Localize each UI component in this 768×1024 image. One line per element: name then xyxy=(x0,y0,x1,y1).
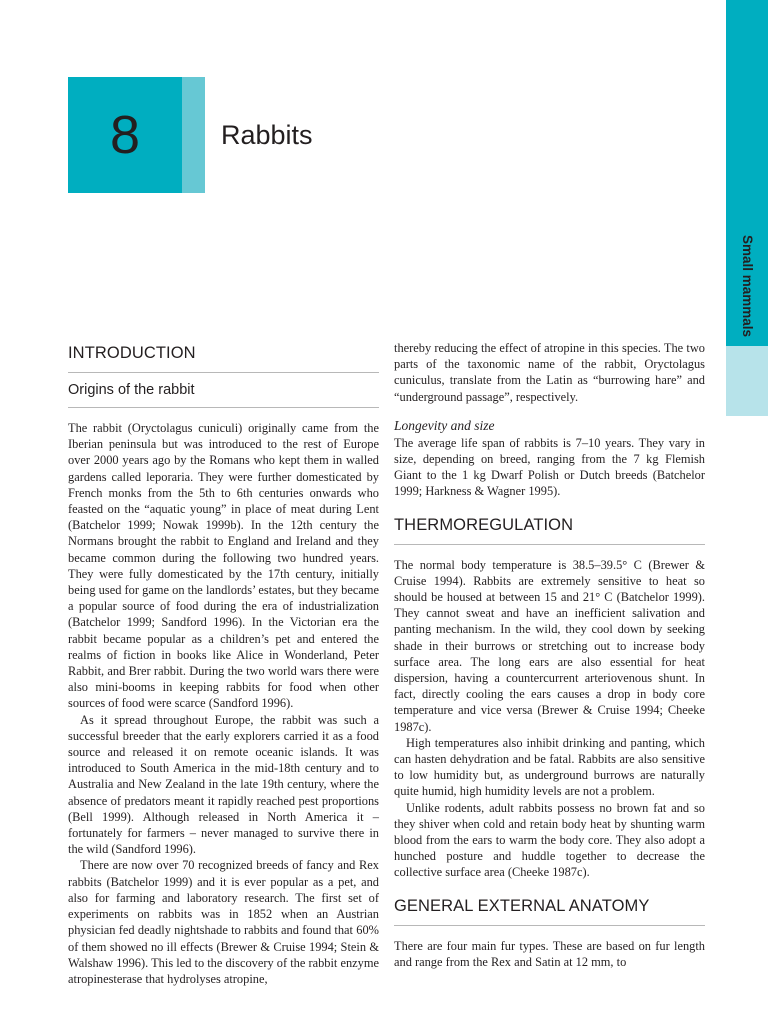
paragraph: High temperatures also inhibit drinking and panting, which can hasten dehydration and be fatal. Rabbits are also sensitive to low humidity but, as underground burrows are naturally quite humid, high humidity levels are not a problem. xyxy=(394,735,705,799)
chapter-number: 8 xyxy=(109,105,141,165)
left-column xyxy=(68,340,379,987)
section-heading-anatomy: GENERAL EXTERNAL ANATOMY xyxy=(394,893,705,926)
paragraph: There are four main fur types. These are based on fur length and range from the Rex and Satin at 12 mm, to xyxy=(394,938,705,969)
paragraph: The average life span of rabbits is 7–10 years. They vary in size, depending on breed, ranging from the 7 kg Flemish Giant to the 1 kg Dwarf Polish or Dutch breeds (Batchelor 1999; Harkness & Wagner 1995). xyxy=(394,435,705,499)
side-tab-light xyxy=(726,346,768,416)
paragraph: Unlike rodents, adult rabbits possess no brown fat and so they shiver when cold and retain body heat by shunting warm blood from the ears to warm the body core. They also adopt a hunched posture and huddle together to decrease the collective surface area (Cheeke 1987c). xyxy=(394,800,705,880)
subheading-longevity: Longevity and size xyxy=(394,417,495,433)
side-tab-label: Small mammals xyxy=(740,234,755,338)
subheading-origins: Origins of the rabbit xyxy=(68,379,379,408)
chapter-accent-strip xyxy=(182,77,205,193)
section-heading-thermoregulation: THERMOREGULATION xyxy=(394,512,705,545)
chapter-title: Rabbits xyxy=(221,120,313,150)
paragraph-continuation: thereby reducing the effect of atropine in this species. The two parts of the taxonomic name of the rabbit, Oryctolagus cuniculus, translate from the Latin as “burrowing hare” and “underground passage”, respectively. xyxy=(394,341,705,404)
paragraph: As it spread throughout Europe, the rabbit was such a successful breeder that the early explorers carried it as a food source and released it on remote oceanic islands. It was introduced to South America in the mid-18th century and to Australia and New Zealand in the late 19th century, where the absence of predators meant it rapidly reached pest proportions (Bell 1999). Although released in North America it – fortunately for farmers – never managed to survive there in the wild (Sandford 1996). xyxy=(68,712,379,857)
paragraph: The normal body temperature is 38.5–39.5° C (Brewer & Cruise 1994). Rabbits are extremely sensitive to heat so should be housed at between 15 and 21° C (Batchelor 1999). They cannot sweat and have an inefficient salivation and panting mechanism. In the wild, they cool down by seeking shade in their burrows or stretching out to increase body surface area. The long ears are also essential for heat dispersion, having a countercurrent arteriovenous shunt. In fact, directly cooling the ears causes a drop in body core temperature and vice versa (Brewer & Cruise 1994; Cheeke 1987c). xyxy=(394,557,705,734)
paragraph: There are now over 70 recognized breeds of fancy and Rex rabbits (Batchelor 1999) and it is ever popular as a pet, and also for farming and laboratory research. The first set of experiments on rabbits was in 1852 when an Austrian physician fed deadly nightshade to rabbits and found that 60% of them showed no ill effects (Brewer & Cruise 1994; Stein & Walshaw 1996). This led to the discovery of the rabbit enzyme atropinesterase that hydrolyses atropine, xyxy=(68,858,379,986)
section-heading-introduction: INTRODUCTION xyxy=(68,340,379,373)
right-column xyxy=(394,340,705,970)
paragraph: The rabbit (Oryctolagus cuniculi) originally came from the Iberian peninsula but was introduced to the rest of Europe over 2000 years ago by the Romans who kept them in walled gardens called leporaria. They were further domesticated by French monks from the 5th to 6th centuries onwards who feasted on the “aquatic young” in place of meat during Lent (Batchelor 1999; Nowak 1999b). In the 12th century the Normans brought the rabbit to England and Ireland and they became common during the following two hundred years. They were fully domesticated by the 17th century, initially being used for game on the landlords’ estates, but they became a popular source of food during the era of industrialization (Batchelor 1999; Sandford 1996). In the Victorian era the rabbit became popular as a children’s pet and entered the realms of fiction in books like Alice in Wonderland, Peter Rabbit, and Brer rabbit. During the two world wars there were also mini-booms in keeping rabbits for food when other sources of food were scarce (Sandford 1996). xyxy=(68,421,379,711)
